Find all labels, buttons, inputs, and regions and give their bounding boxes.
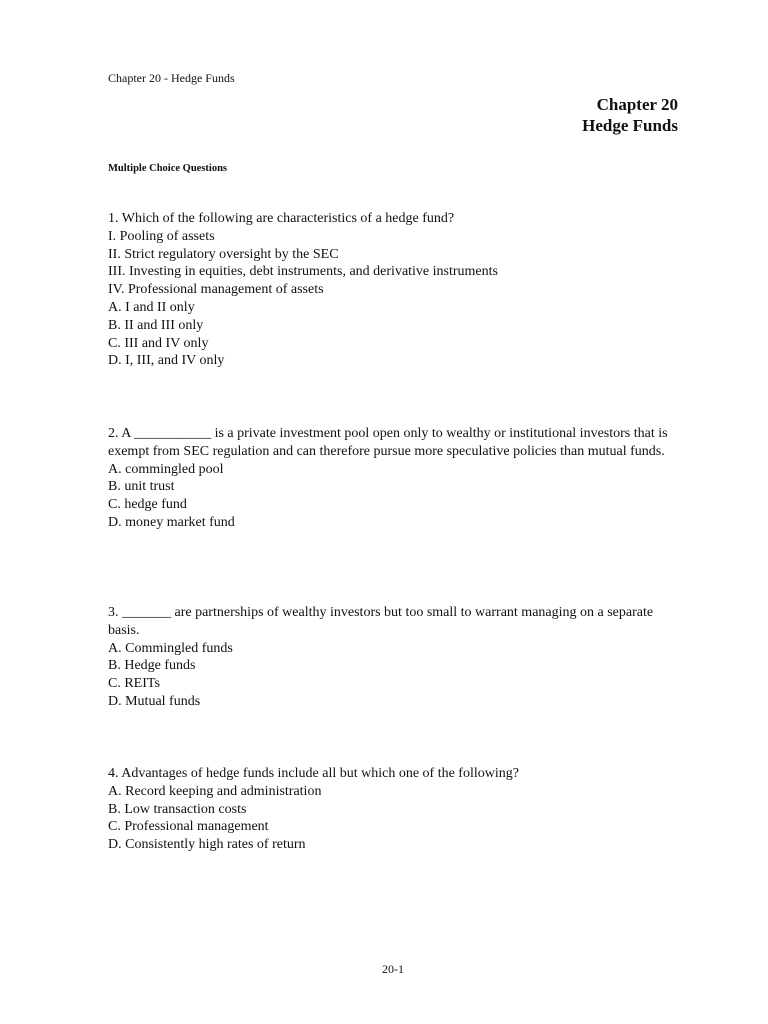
- answer-option: A. Record keeping and administration: [108, 783, 322, 799]
- answer-option: B. Low transaction costs: [108, 801, 247, 817]
- section-heading: Multiple Choice Questions: [108, 163, 228, 174]
- answer-option: C. REITs: [108, 676, 160, 692]
- answer-option: C. hedge fund: [108, 497, 187, 513]
- question-stem: 1. Which of the following are characteristics of a hedge fund?: [108, 211, 455, 226]
- question-statement: II. Strict regulatory oversight by the SEC: [108, 246, 339, 262]
- chapter-title-block: [582, 94, 678, 136]
- answer-option: B. Hedge funds: [108, 658, 196, 674]
- question-1: [108, 210, 668, 370]
- answer-option: D. money market fund: [108, 514, 235, 530]
- running-header: Chapter 20 - Hedge Funds: [108, 71, 235, 85]
- answer-option: C. III and IV only: [108, 335, 209, 351]
- answer-option: A. Commingled funds: [108, 640, 233, 656]
- question-stem: 3. _______ are partnerships of wealthy investors but too small to warrant managing on a separate basis.: [108, 605, 654, 638]
- question-3: [108, 604, 668, 711]
- question-stem: 4. Advantages of hedge funds include all but which one of the following?: [108, 766, 519, 781]
- answer-option: C. Professional management: [108, 819, 269, 835]
- answer-option: D. Consistently high rates of return: [108, 837, 306, 853]
- question-4: [108, 765, 668, 854]
- question-statement: III. Investing in equities, debt instruments, and derivative instruments: [108, 264, 498, 280]
- answer-option: A. I and II only: [108, 299, 195, 315]
- chapter-number: Chapter 20: [596, 95, 678, 114]
- answer-option: A. commingled pool: [108, 461, 224, 477]
- answer-option: D. I, III, and IV only: [108, 353, 225, 369]
- question-stem: 2. A ___________ is a private investment pool open only to wealthy or institutional investors that is exempt from SEC regulation and can therefore pursue more speculative policies than mutual funds.: [108, 426, 668, 459]
- answer-option: D. Mutual funds: [108, 693, 201, 709]
- question-statement: IV. Professional management of assets: [108, 282, 324, 298]
- page-number: 20-1: [382, 962, 404, 976]
- answer-option: B. II and III only: [108, 317, 204, 333]
- question-2: [108, 425, 668, 532]
- question-statement: I. Pooling of assets: [108, 228, 215, 244]
- answer-option: B. unit trust: [108, 479, 175, 495]
- chapter-subject: Hedge Funds: [582, 116, 678, 135]
